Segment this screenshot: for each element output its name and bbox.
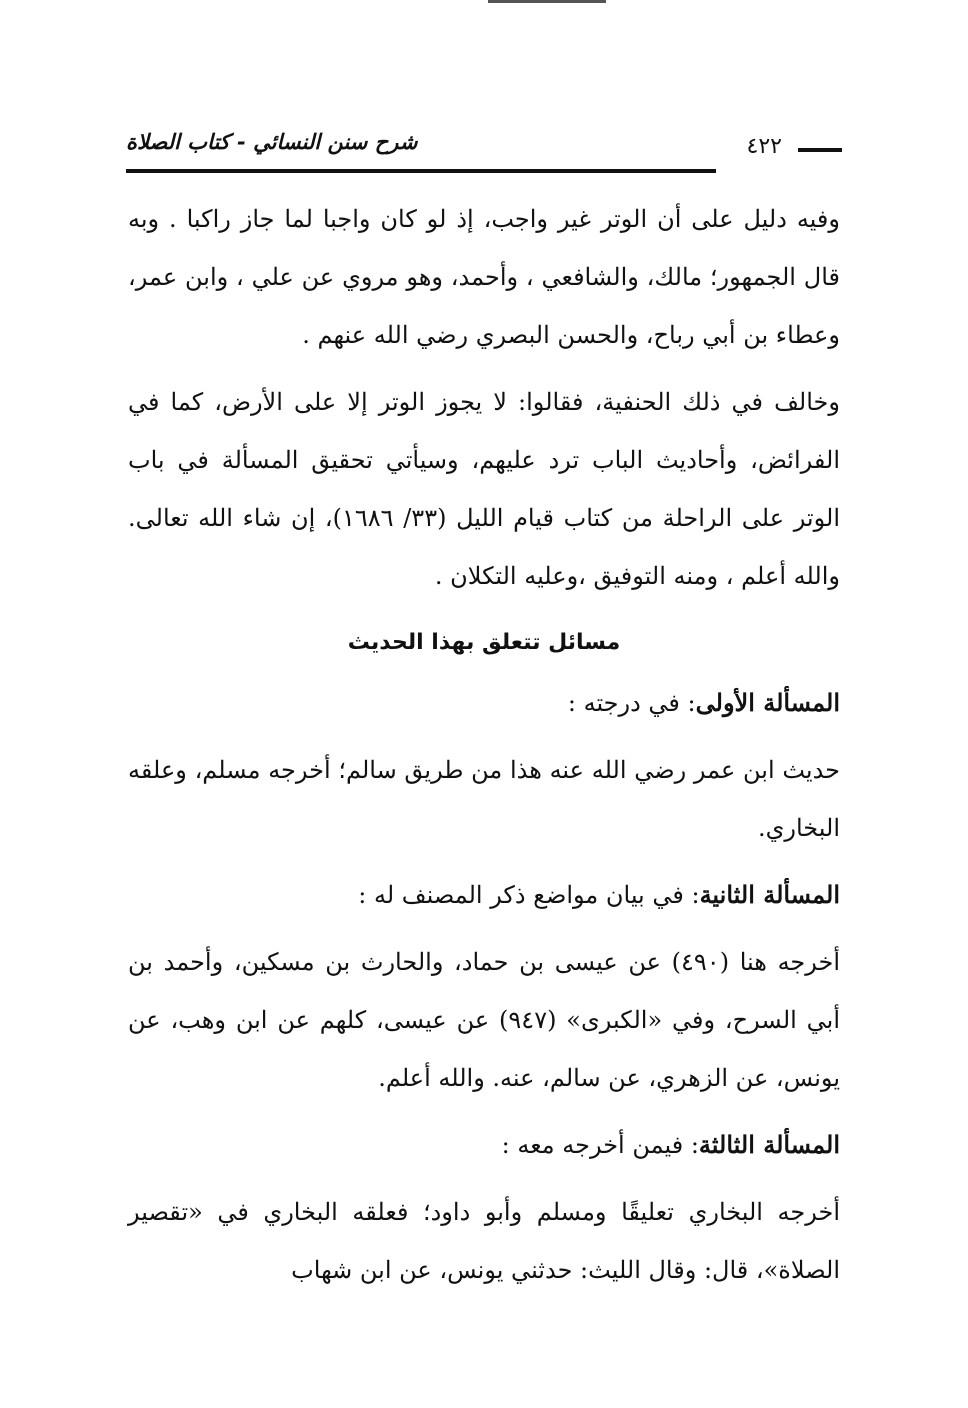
issue-3-body: أخرجه البخاري تعليقًا ومسلم وأبو داود؛ فعلقه البخاري في «تقصير الصلاة»، قال: وقال الليث: حدثني يونس، عن ابن شهاب (128, 1198, 840, 1284)
issue-2-title: : في بيان مواضع ذكر المصنف له : (358, 881, 700, 909)
page-body (128, 190, 840, 1308)
running-header (126, 124, 842, 170)
issue-2-heading (128, 866, 840, 924)
header-rule (126, 169, 716, 173)
top-edge-mark (488, 0, 606, 3)
page-number: ٤٢٢ (746, 134, 782, 159)
issue-3-label: المسألة الثالثة (698, 1130, 840, 1159)
issue-1-heading (128, 674, 840, 732)
section-heading: مسائل تتعلق بهذا الحديث (347, 630, 621, 655)
paragraph-1: وفيه دليل على أن الوتر غير واجب، إذ لو كان واجبا لما جاز راكبا . وبه قال الجمهور؛ مالك، والشافعي ، وأحمد، وهو مروي عن علي ، وابن عمر، وعطاء بن أبي رباح، والحسن البصري رضي الله عنهم . (128, 205, 840, 349)
issue-2-body: أخرجه هنا (٤٩٠) عن عيسى بن حماد، والحارث بن مسكين، وأحمد بن أبي السرح، وفي «الكبرى» (٩٤٧) عن عيسى، كلهم عن ابن وهب، عن يونس، عن الزهري، عن سالم، عنه. والله أعلم. (128, 948, 841, 1092)
issue-1-title: : في درجته : (567, 689, 696, 717)
issue-3-title: : فيمن أخرجه معه : (501, 1131, 699, 1159)
issue-1-label: المسألة الأولى (695, 688, 840, 717)
page-number-dash (798, 148, 842, 152)
paragraph-2: وخالف في ذلك الحنفية، فقالوا: لا يجوز الوتر إلا على الأرض، كما في الفرائض، وأحاديث الباب ترد عليهم، وسيأتي تحقيق المسألة في باب الوتر على الراحلة من كتاب قيام الليل (٣٣/ ١٦٨٦)، إن شاء الله تعالى. والله أعلم ، ومنه التوفيق ،وعليه التكلان . (128, 388, 840, 590)
issue-1-body: حديث ابن عمر رضي الله عنه هذا من طريق سالم؛ أخرجه مسلم، وعلقه البخاري. (128, 756, 840, 842)
issue-3-heading (128, 1116, 840, 1174)
header-title: شرح سنن النسائي - كتاب الصلاة (126, 130, 418, 154)
issue-2-label: المسألة الثانية (699, 880, 840, 909)
